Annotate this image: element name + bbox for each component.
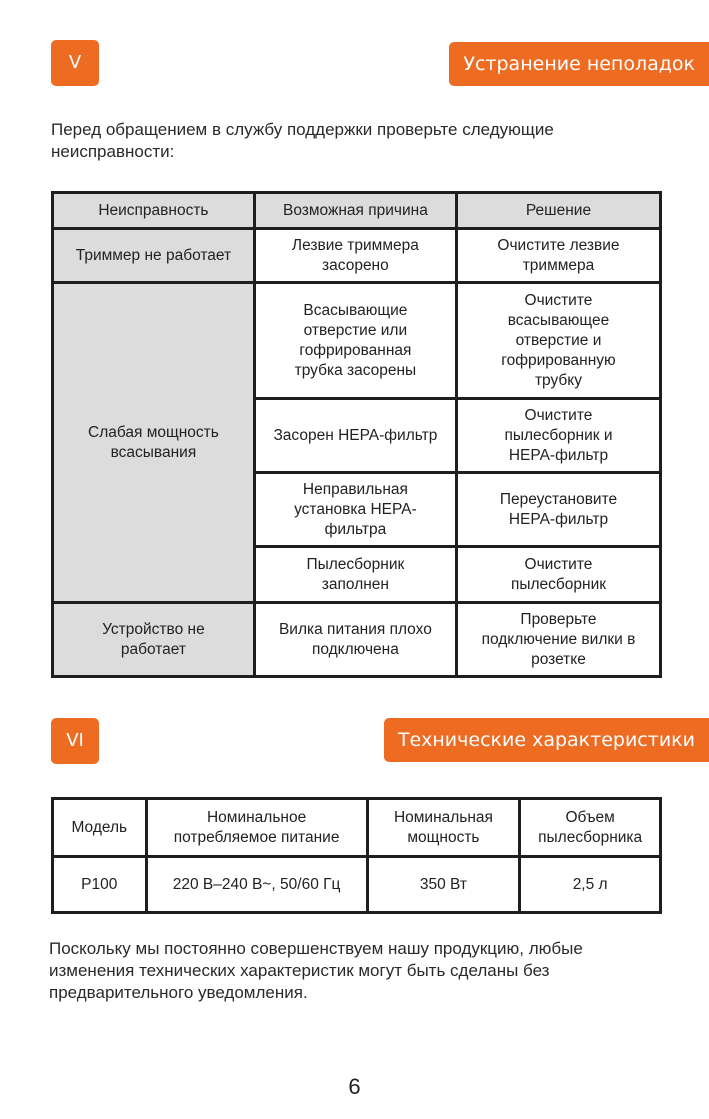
power-value: 350 Вт [367,857,520,913]
dust-capacity-value: 2,5 л [520,857,661,913]
section-title-badge: Технические характеристики [384,718,709,762]
solution-cell: Очистите всасывающее отверстие и гофрированную трубку [456,283,660,399]
intro-text: Перед обращением в службу поддержки проверьте следующие неисправности: [51,120,554,161]
solution-cell: Очистите пылесборник [456,547,660,603]
section-title-badge: Устранение неполадок [449,42,709,86]
specs-table [51,797,662,914]
fault-cell: Слабая мощность всасывания [53,283,255,603]
column-header: Объем пылесборника [520,799,661,857]
table-row [53,603,661,677]
column-header: Возможная причина [254,193,456,229]
cause-cell: Лезвие триммера засорено [254,229,456,283]
solution-cell: Переустановите HEPA-фильтр [456,473,660,547]
page-number: 6 [348,1074,361,1099]
power-supply-value: 220 В–240 В~, 50/60 Гц [146,857,367,913]
column-header: Решение [456,193,660,229]
cause-cell: Засорен HEPA-фильтр [254,399,456,473]
solution-cell: Очистите лезвие триммера [456,229,660,283]
table-row [53,283,661,399]
column-header: Номинальная мощность [367,799,520,857]
solution-cell: Проверьте подключение вилки в розетке [456,603,660,677]
model-value: P100 [53,857,147,913]
column-header: Номинальное потребляемое питание [146,799,367,857]
column-header: Модель [53,799,147,857]
section-number-badge: V [51,40,99,86]
table-row [53,857,661,913]
cause-cell: Вилка питания плохо подключена [254,603,456,677]
disclaimer-text: Поскольку мы постоянно совершенствуем нашу продукцию, любые изменения технических характеристик могут быть сделаны без предварительного уведомления. [49,939,583,1002]
cause-cell: Неправильная установка HEPA-фильтра [254,473,456,547]
cause-cell: Пылесборник заполнен [254,547,456,603]
table-row [53,229,661,283]
cause-cell: Всасывающие отверстие или гофрированная трубка засорены [254,283,456,399]
section-number-badge: VI [51,718,99,764]
solution-cell: Очистите пылесборник и HEPA-фильтр [456,399,660,473]
fault-cell: Триммер не работает [53,229,255,283]
troubleshooting-table [51,191,662,678]
table-header-row [53,799,661,857]
column-header: Неисправность [53,193,255,229]
fault-cell: Устройство не работает [53,603,255,677]
table-header-row [53,193,661,229]
